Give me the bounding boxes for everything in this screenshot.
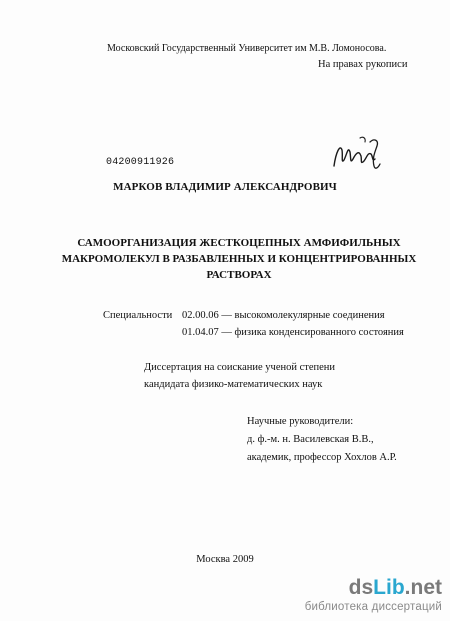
specialty-item-1: 02.00.06 — высокомолекулярные соединения (182, 310, 385, 321)
supervisor-1: д. ф.-м. н. Василевская В.В., (247, 434, 374, 445)
author-name: МАРКОВ ВЛАДИМИР АЛЕКСАНДРОВИЧ (113, 181, 337, 193)
title-line-1: САМООРГАНИЗАЦИЯ ЖЕСТКОЦЕПНЫХ АМФИФИЛЬНЫХ (77, 237, 401, 249)
dslib-watermark (292, 577, 442, 617)
signature-icon (330, 132, 386, 176)
document-number: 04200911926 (106, 157, 175, 168)
dissertation-title (40, 235, 438, 283)
specialty-item-2: 01.04.07 — физика конденсированного состояния (182, 327, 404, 338)
watermark-logo-net: .net (404, 576, 442, 599)
supervisor-2: академик, профессор Хохлов А.Р. (247, 452, 397, 463)
university-header: Московский Государственный Университет им М.В. Ломоносова. (107, 43, 387, 54)
rights-notice: На правах рукописи (318, 59, 408, 70)
city-year: Москва 2009 (196, 554, 254, 565)
supervisors-label: Научные руководители: (247, 416, 354, 427)
specialty-label: Специальности (103, 310, 173, 321)
watermark-subtitle: библиотека диссертаций (304, 601, 442, 613)
title-line-3: РАСТВОРАХ (206, 269, 272, 281)
watermark-logo-ds: ds (348, 576, 374, 599)
dissertation-line-2: кандидата физико-математических наук (144, 379, 323, 390)
watermark-logo-lib: Lib (373, 576, 405, 599)
title-line-2: МАКРОМОЛЕКУЛ В РАЗБАВЛЕННЫХ И КОНЦЕНТРИРОВАННЫХ (61, 253, 417, 265)
watermark-logo (349, 577, 442, 599)
dissertation-line-1: Диссертация на соискание ученой степени (144, 362, 336, 373)
